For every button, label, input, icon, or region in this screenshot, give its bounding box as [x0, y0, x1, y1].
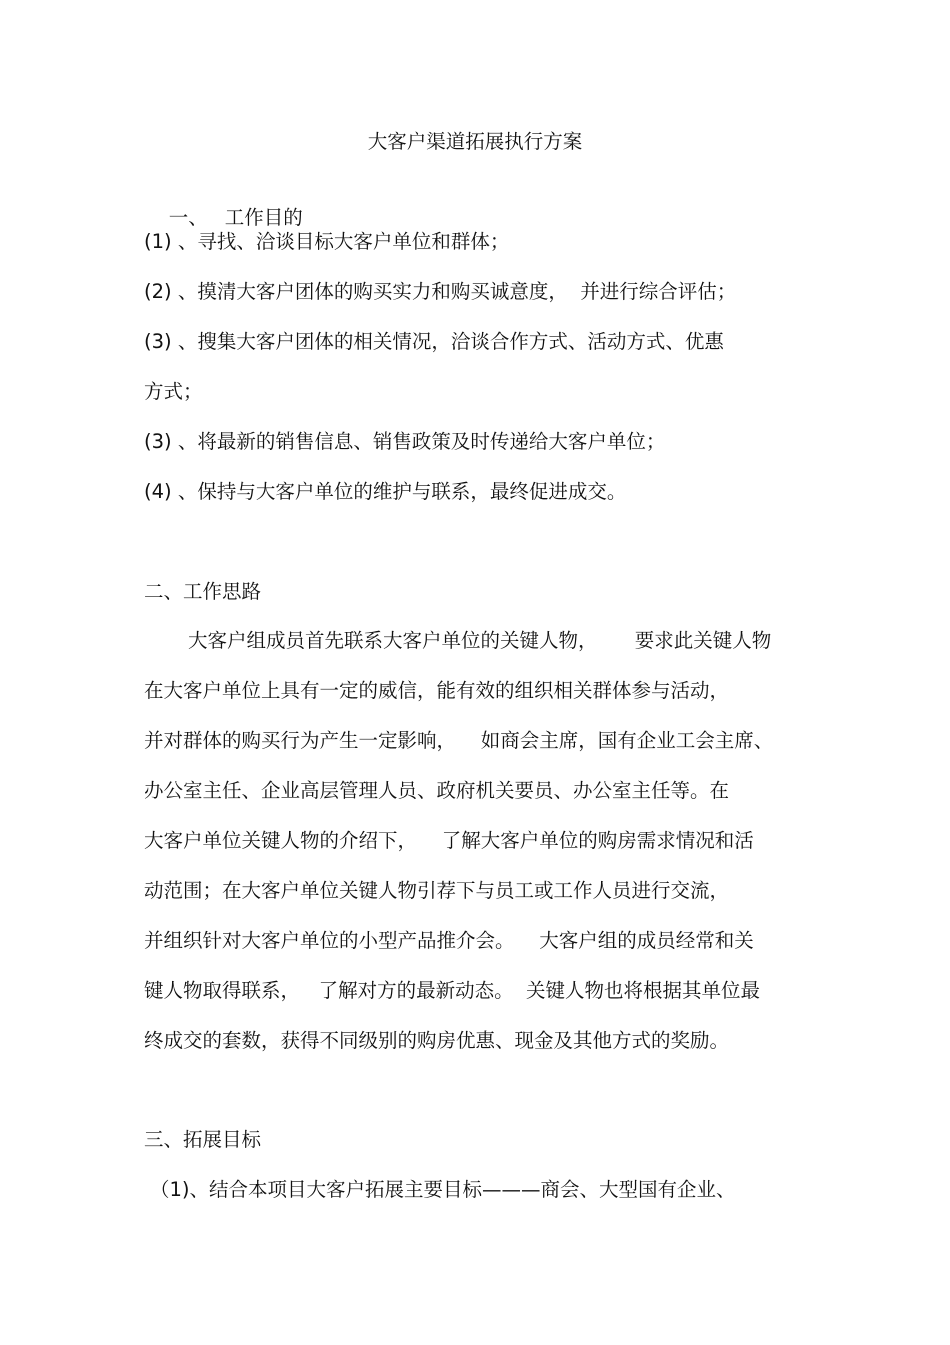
section-2-paragraph-line: 并组织针对大客户单位的小型产品推介会。 大客户组的成员经常和关	[144, 929, 754, 952]
section-1-item: (3) 、搜集大客户团体的相关情况，洽谈合作方式、活动方式、优惠	[144, 330, 724, 353]
section-2-paragraph-line: 大客户组成员首先联系大客户单位的关键人物， 要求此关键人物	[188, 629, 772, 652]
section-1-item: (3) 、将最新的销售信息、销售政策及时传递给大客户单位；	[144, 430, 666, 453]
section-1-item-continuation: 方式；	[144, 380, 203, 403]
section-2-paragraph-line: 办公室主任、企业高层管理人员、政府机关要员、办公室主任等。在	[144, 779, 730, 802]
section-2-paragraph-line: 在大客户单位上具有一定的威信，能有效的组织相关群体参与活动，	[144, 679, 730, 702]
section-3-heading: 三、拓展目标	[144, 1128, 262, 1151]
section-2-paragraph-line: 并对群体的购买行为产生一定影响， 如商会主席，国有企业工会主席、	[144, 729, 774, 752]
section-2-heading: 二、工作思路	[144, 580, 262, 603]
section-2-paragraph-line: 动范围；在大客户单位关键人物引荐下与员工或工作人员进行交流，	[144, 879, 730, 902]
section-2-paragraph-line: 终成交的套数，获得不同级别的购房优惠、现金及其他方式的奖励。	[144, 1029, 730, 1052]
section-2-paragraph-line: 键人物取得联系， 了解对方的最新动态。 关键人物也将根据其单位最	[144, 979, 760, 1002]
section-1-item: (2) 、摸清大客户团体的购买实力和购买诚意度， 并进行综合评估；	[144, 280, 737, 303]
document-title: 大客户渠道拓展执行方案	[367, 130, 583, 153]
section-1-heading-text: 工作目的	[224, 206, 303, 229]
section-2-paragraph-line: 大客户单位关键人物的介绍下， 了解大客户单位的购房需求情况和活	[144, 829, 754, 852]
section-1-item: (4) 、保持与大客户单位的维护与联系，最终促进成交。	[144, 480, 627, 503]
section-1-item: (1) 、寻找、洽谈目标大客户单位和群体；	[144, 230, 510, 253]
section-1-number: 一、	[168, 206, 208, 229]
section-3-item: （1)、结合本项目大客户拓展主要目标———商会、大型国有企业、	[150, 1178, 736, 1201]
